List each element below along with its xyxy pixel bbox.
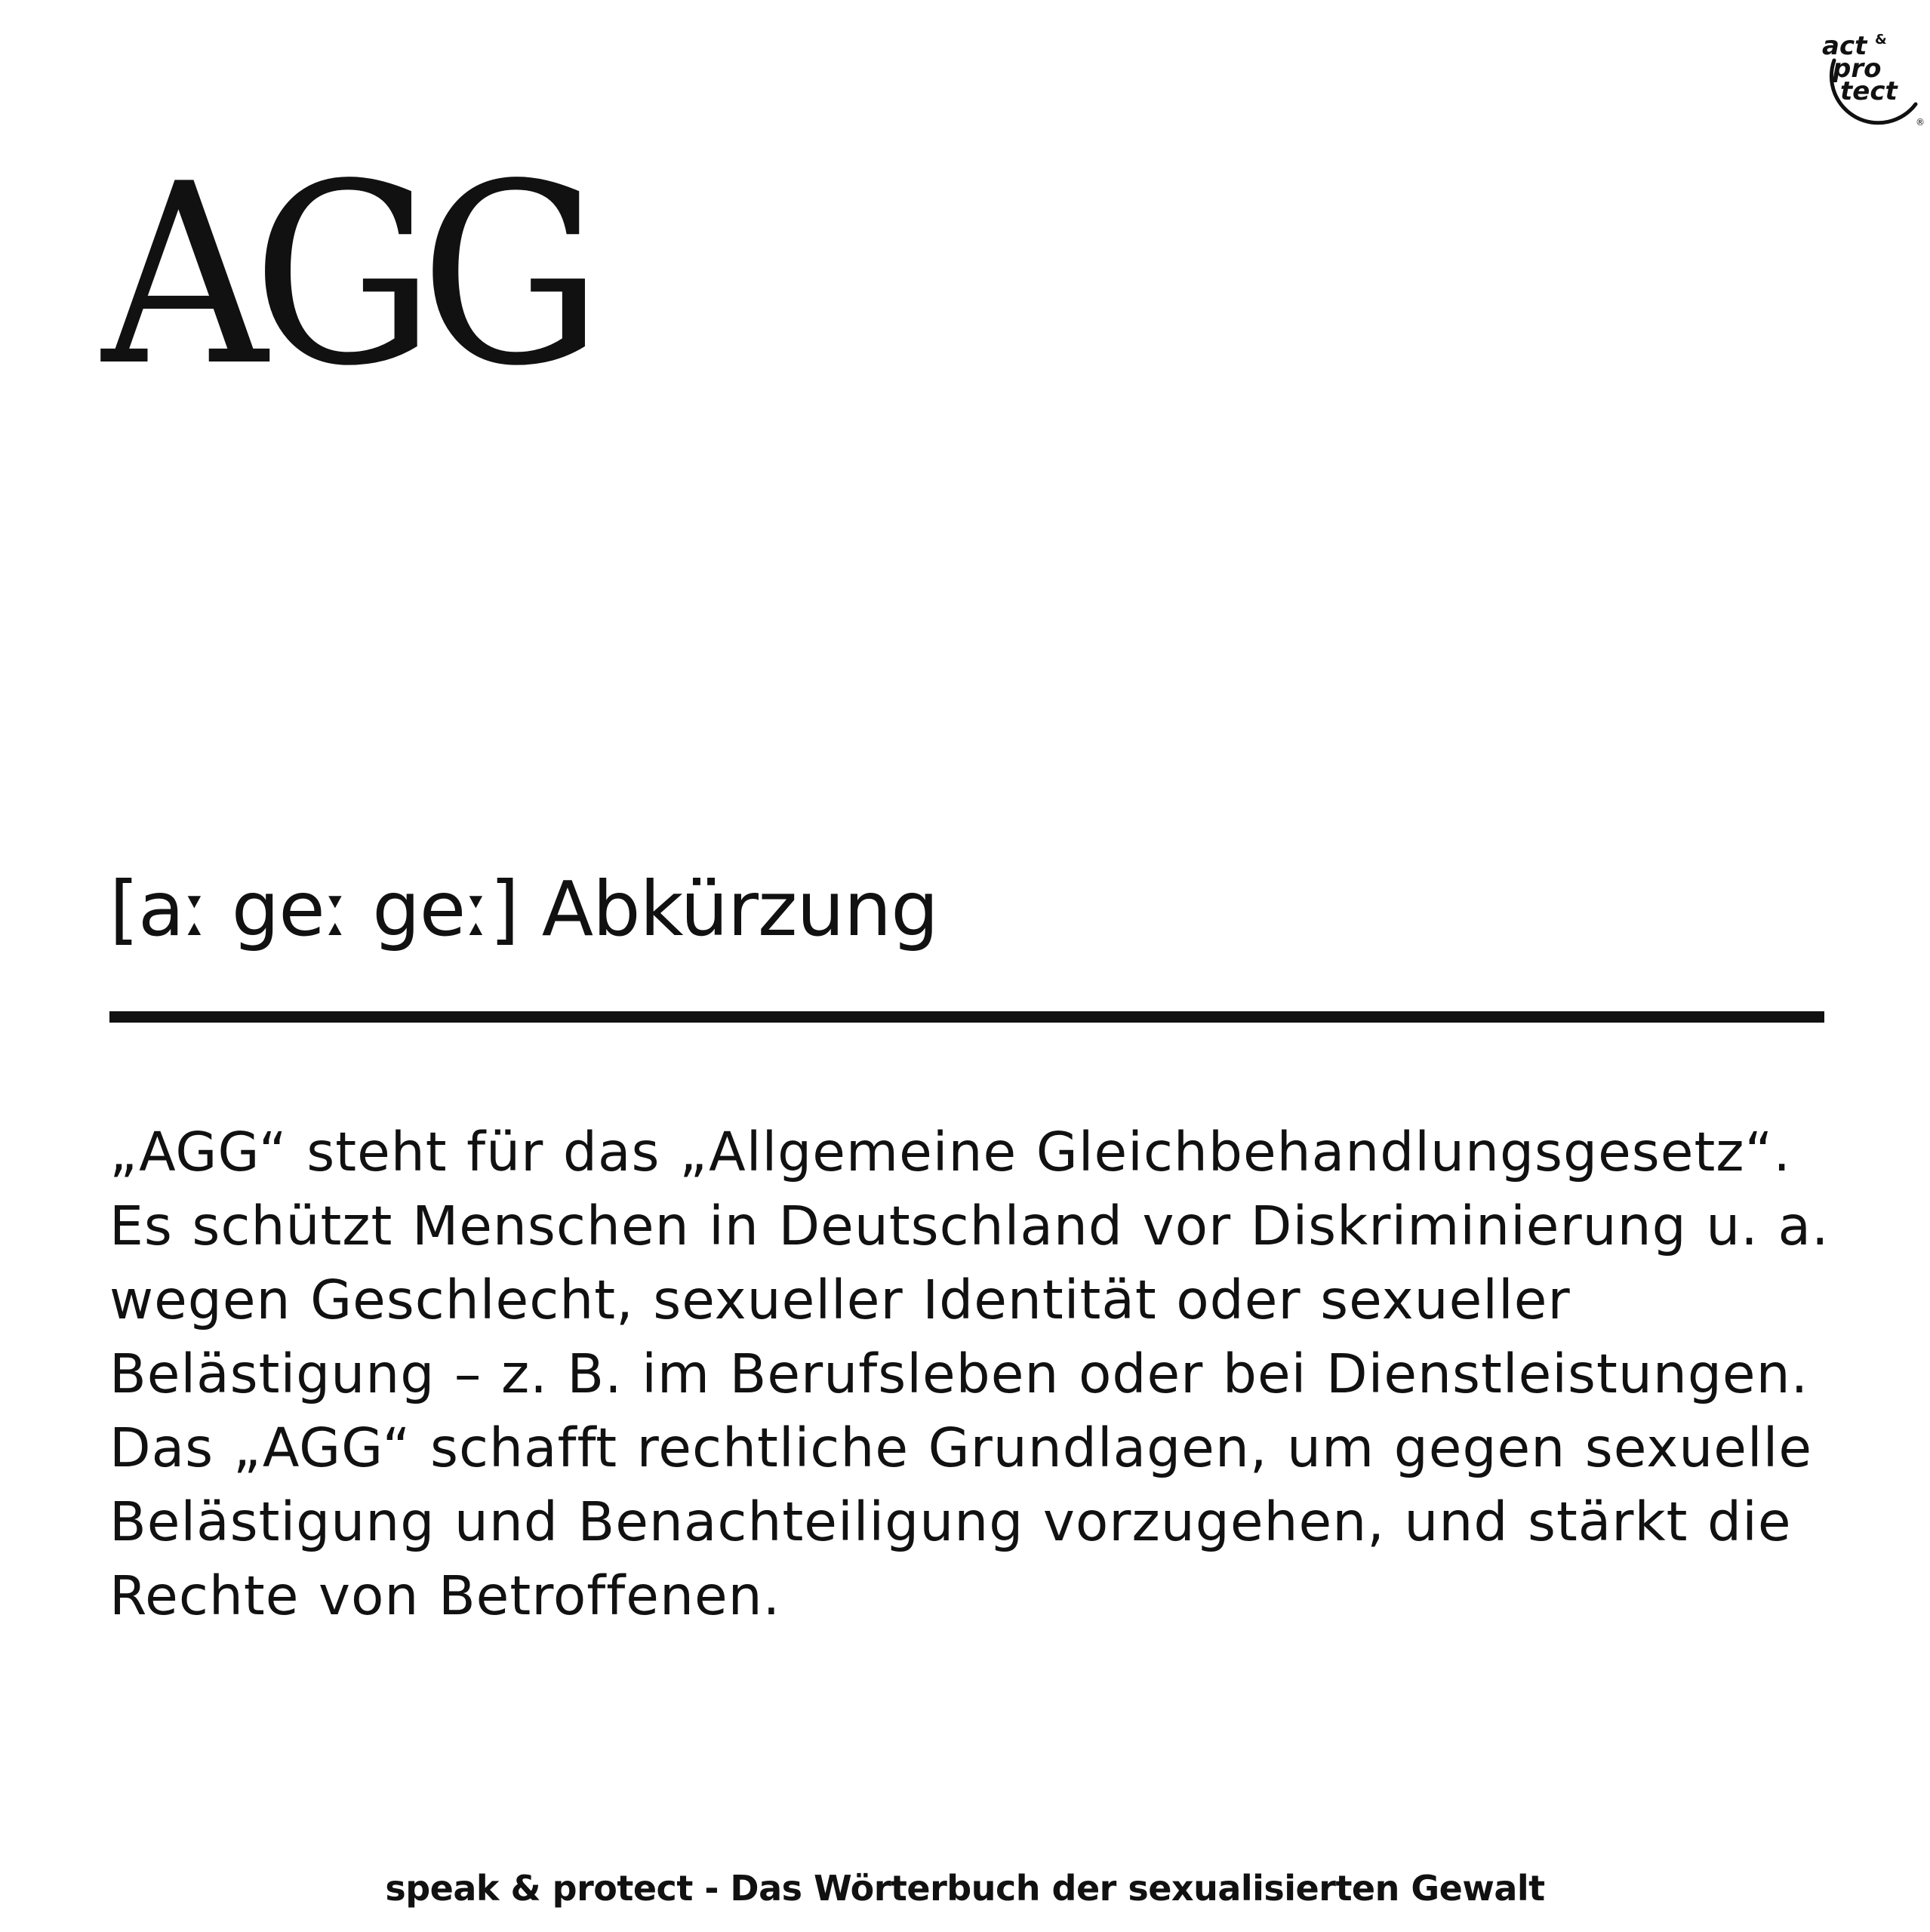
dictionary-term: AGG (102, 131, 588, 420)
pronunciation-and-word-class: [aː geː geː] Abkürzung (109, 865, 938, 953)
footer-caption: speak & protect - Das Wörterbuch der sexualisierten Gewalt (385, 1868, 1545, 1909)
logo-text-pro: pro (1833, 54, 1882, 84)
logo-ampersand: & (1875, 32, 1887, 48)
divider-rule (109, 1011, 1824, 1023)
logo-registered-mark: ® (1916, 117, 1925, 128)
logo-text-act: act (1822, 31, 1867, 61)
definition-text: „AGG“ steht für das „Allgemeine Gleichbehandlungsgesetz“. Es schützt Menschen in Deutschland vor Diskriminierung u. a. wegen Geschlecht, sexueller Identität oder sexueller Belästigung – z. B. im Berufsleben oder bei Dienstleistungen. Das „AGG“ schafft rechtliche Grundlagen, um gegen sexuelle Belästigung und Benachteiligung vorzugehen, und stärkt die Rechte von Betroffenen. (109, 1121, 1830, 1627)
act-and-protect-logo (1811, 15, 1925, 128)
logo-text-tect: tect (1840, 76, 1898, 106)
